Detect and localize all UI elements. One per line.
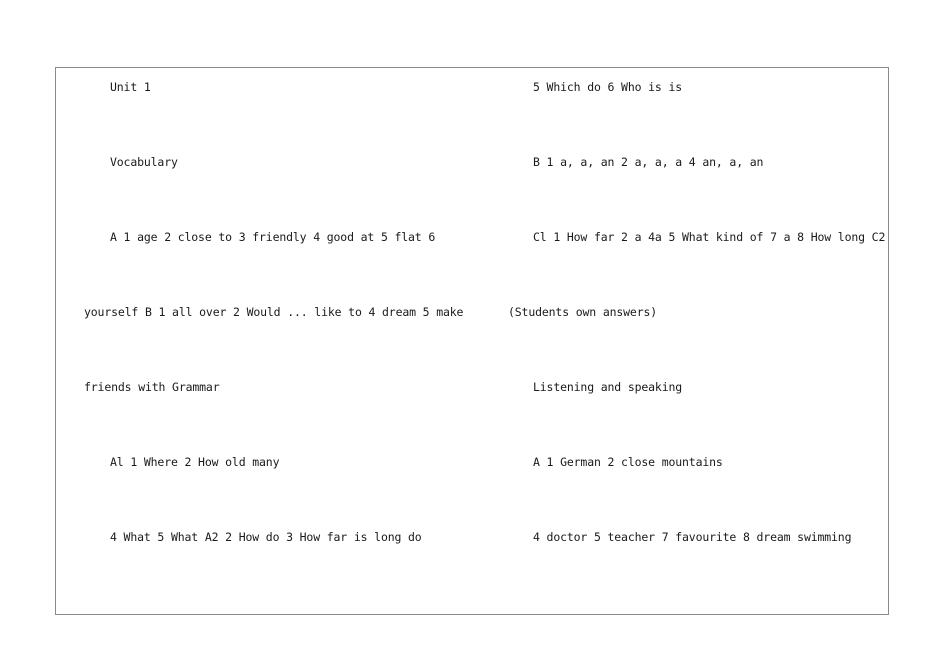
text-line: 5 Which do 6 Who is is — [533, 80, 683, 94]
text-line: 4 doctor 5 teacher 7 favourite 8 dream swimming — [533, 530, 852, 544]
text-line: yourself B 1 all over 2 Would ... like to 4 dream 5 make — [84, 305, 464, 319]
text-line: Cl 1 How far 2 a 4a 5 What kind of 7 a 8 How long C2 — [533, 230, 886, 244]
text-line: (Students own answers) — [508, 305, 658, 319]
vocabulary-heading: Vocabulary — [110, 155, 178, 169]
text-line: A 1 German 2 close mountains — [533, 455, 723, 469]
text-line: B 1 a, a, an 2 a, a, a 4 an, a, an — [533, 155, 764, 169]
text-line: friends with Grammar — [84, 380, 220, 394]
text-line: Al 1 Where 2 How old many — [110, 455, 280, 469]
text-line: A 1 age 2 close to 3 friendly 4 good at 5 flat 6 — [110, 230, 436, 244]
text-line: 4 What 5 What A2 2 How do 3 How far is long do — [110, 530, 422, 544]
listening-heading: Listening and speaking — [533, 380, 683, 394]
unit-heading: Unit 1 — [110, 80, 151, 94]
